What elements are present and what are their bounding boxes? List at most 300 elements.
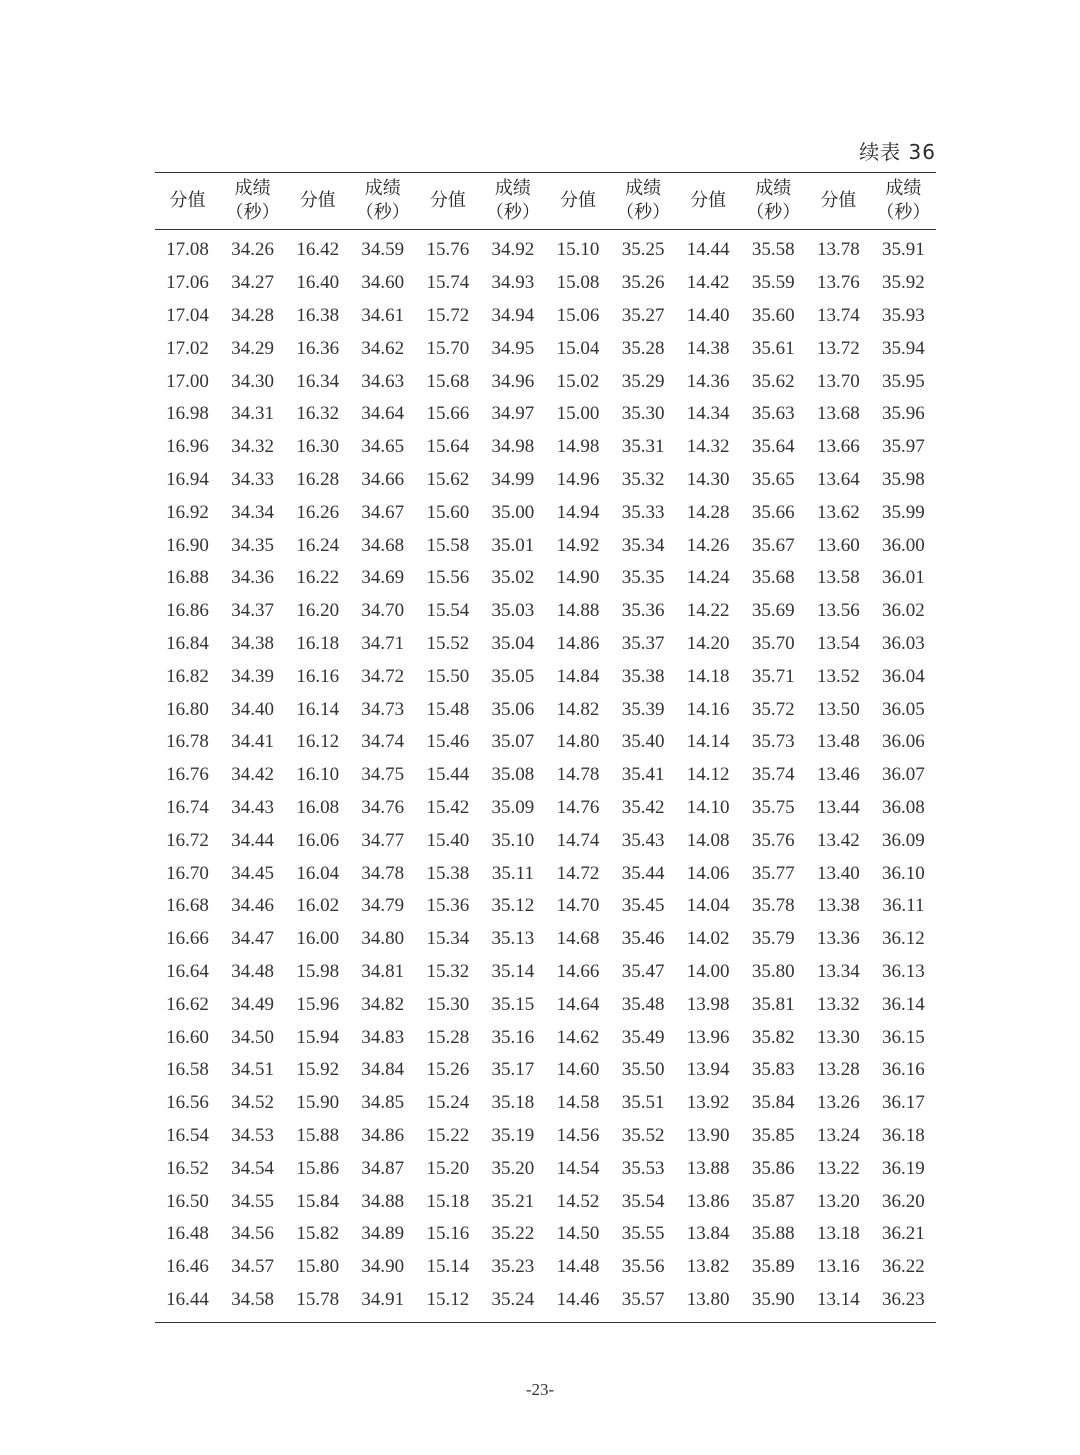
score-cell: 14.10 <box>686 796 730 818</box>
score-cell: 16.24 <box>296 534 340 556</box>
score-cell: 14.58 <box>556 1092 600 1114</box>
table-row <box>155 988 936 1021</box>
header-result <box>741 173 806 230</box>
header-result-label: 成绩 <box>755 178 792 199</box>
score-cell: 16.76 <box>166 764 209 786</box>
score-cell: 17.08 <box>166 239 209 261</box>
result-cell: 34.26 <box>231 239 274 261</box>
score-cell: 15.40 <box>426 829 470 851</box>
score-cell: 13.78 <box>816 239 860 261</box>
table-row <box>155 230 936 267</box>
score-cell: 13.76 <box>816 272 860 294</box>
header-result-label: 成绩 <box>625 178 662 199</box>
score-cell: 16.82 <box>166 665 209 687</box>
score-cell: 16.56 <box>166 1092 209 1114</box>
result-cell: 36.19 <box>882 1157 925 1179</box>
table-row <box>155 1087 936 1120</box>
result-cell: 34.94 <box>491 304 535 326</box>
result-cell: 34.37 <box>231 600 274 622</box>
score-cell: 16.88 <box>166 567 209 589</box>
score-cell: 16.34 <box>296 370 340 392</box>
header-result <box>480 173 545 230</box>
table-row <box>155 300 936 333</box>
score-cell: 16.44 <box>166 1288 209 1310</box>
result-cell: 34.76 <box>361 796 405 818</box>
result-cell: 35.03 <box>491 600 535 622</box>
result-cell: 34.73 <box>361 698 405 720</box>
result-cell: 35.64 <box>751 436 795 458</box>
score-cell: 14.02 <box>686 928 730 950</box>
score-cell: 15.10 <box>556 239 600 261</box>
score-cell: 13.26 <box>816 1092 860 1114</box>
score-cell: 14.74 <box>556 829 600 851</box>
score-cell: 13.96 <box>686 1026 730 1048</box>
table-row <box>155 529 936 562</box>
score-cell: 14.48 <box>556 1256 600 1278</box>
result-cell: 35.00 <box>491 501 535 523</box>
score-cell: 15.52 <box>426 632 470 654</box>
score-cell: 13.52 <box>816 665 860 687</box>
score-cell: 15.16 <box>426 1223 470 1245</box>
score-cell: 15.74 <box>426 272 470 294</box>
table-row <box>155 562 936 595</box>
score-cell: 16.14 <box>296 698 340 720</box>
result-cell: 34.66 <box>361 468 405 490</box>
score-cell: 15.22 <box>426 1124 470 1146</box>
result-cell: 35.35 <box>621 567 665 589</box>
score-cell: 17.06 <box>166 272 209 294</box>
result-cell: 35.39 <box>621 698 665 720</box>
score-cell: 16.48 <box>166 1223 209 1245</box>
result-cell: 34.55 <box>231 1190 274 1212</box>
result-cell: 36.11 <box>882 895 925 917</box>
header-result-unit: （秒） <box>616 202 671 223</box>
score-cell: 15.98 <box>296 960 340 982</box>
table-row <box>155 496 936 529</box>
result-cell: 34.56 <box>231 1223 274 1245</box>
result-cell: 35.81 <box>751 993 795 1015</box>
score-cell: 13.20 <box>816 1190 860 1212</box>
result-cell: 34.35 <box>231 534 274 556</box>
result-cell: 35.92 <box>882 272 925 294</box>
result-cell: 36.06 <box>882 731 925 753</box>
table-row <box>155 1284 936 1323</box>
table-row <box>155 824 936 857</box>
result-cell: 34.96 <box>491 370 535 392</box>
score-cell: 15.60 <box>426 501 470 523</box>
result-cell: 35.96 <box>882 403 925 425</box>
score-cell: 15.20 <box>426 1157 470 1179</box>
result-cell: 35.67 <box>751 534 795 556</box>
score-cell: 16.86 <box>166 600 209 622</box>
score-cell: 15.48 <box>426 698 470 720</box>
header-result <box>350 173 415 230</box>
header-result <box>611 173 676 230</box>
score-cell: 16.90 <box>166 534 209 556</box>
result-cell: 35.82 <box>751 1026 795 1048</box>
score-cell: 15.06 <box>556 304 600 326</box>
result-cell: 35.15 <box>491 993 535 1015</box>
result-cell: 34.68 <box>361 534 405 556</box>
result-cell: 36.10 <box>882 862 925 884</box>
score-cell: 14.36 <box>686 370 730 392</box>
table-row <box>155 1218 936 1251</box>
score-cell: 15.50 <box>426 665 470 687</box>
score-cell: 13.34 <box>816 960 860 982</box>
score-cell: 15.34 <box>426 928 470 950</box>
score-cell: 13.28 <box>816 1059 860 1081</box>
score-cell: 14.84 <box>556 665 600 687</box>
result-cell: 34.29 <box>231 337 274 359</box>
table-row <box>155 332 936 365</box>
score-cell: 15.94 <box>296 1026 340 1048</box>
header-result-label: 成绩 <box>364 178 401 199</box>
result-cell: 34.81 <box>361 960 405 982</box>
header-result-label: 成绩 <box>885 178 922 199</box>
result-cell: 35.77 <box>751 862 795 884</box>
result-cell: 35.10 <box>491 829 535 851</box>
result-cell: 35.69 <box>751 600 795 622</box>
score-cell: 16.40 <box>296 272 340 294</box>
result-cell: 36.12 <box>882 928 925 950</box>
score-cell: 16.28 <box>296 468 340 490</box>
score-cell: 13.22 <box>816 1157 860 1179</box>
score-cell: 15.56 <box>426 567 470 589</box>
result-cell: 35.79 <box>751 928 795 950</box>
table-row <box>155 693 936 726</box>
score-cell: 14.86 <box>556 632 600 654</box>
score-cell: 16.96 <box>166 436 209 458</box>
score-cell: 13.90 <box>686 1124 730 1146</box>
result-cell: 35.25 <box>621 239 665 261</box>
result-cell: 34.31 <box>231 403 274 425</box>
result-cell: 35.28 <box>621 337 665 359</box>
result-cell: 35.21 <box>491 1190 535 1212</box>
header-score: 分值 <box>560 190 596 211</box>
result-cell: 35.66 <box>751 501 795 523</box>
result-cell: 35.62 <box>751 370 795 392</box>
score-cell: 14.38 <box>686 337 730 359</box>
result-cell: 34.40 <box>231 698 274 720</box>
result-cell: 34.91 <box>361 1288 405 1310</box>
table-row <box>155 595 936 628</box>
result-cell: 35.98 <box>882 468 925 490</box>
result-cell: 34.60 <box>361 272 405 294</box>
result-cell: 34.54 <box>231 1157 274 1179</box>
result-cell: 35.53 <box>621 1157 665 1179</box>
score-cell: 14.22 <box>686 600 730 622</box>
result-cell: 36.18 <box>882 1124 925 1146</box>
score-cell: 13.58 <box>816 567 860 589</box>
result-cell: 36.20 <box>882 1190 925 1212</box>
result-cell: 35.12 <box>491 895 535 917</box>
result-cell: 35.01 <box>491 534 535 556</box>
header-result-unit: （秒） <box>485 202 540 223</box>
result-cell: 34.78 <box>361 862 405 884</box>
score-cell: 14.94 <box>556 501 600 523</box>
result-cell: 35.65 <box>751 468 795 490</box>
score-cell: 16.30 <box>296 436 340 458</box>
table-row <box>155 365 936 398</box>
table-row <box>155 431 936 464</box>
result-cell: 35.63 <box>751 403 795 425</box>
score-cell: 16.94 <box>166 468 209 490</box>
result-cell: 35.71 <box>751 665 795 687</box>
table-row <box>155 1054 936 1087</box>
result-cell: 34.30 <box>231 370 274 392</box>
score-cell: 15.28 <box>426 1026 470 1048</box>
result-cell: 34.71 <box>361 632 405 654</box>
score-cell: 16.32 <box>296 403 340 425</box>
score-cell: 16.78 <box>166 731 209 753</box>
score-cell: 16.54 <box>166 1124 209 1146</box>
result-cell: 35.07 <box>491 731 535 753</box>
score-cell: 15.96 <box>296 993 340 1015</box>
score-cell: 14.52 <box>556 1190 600 1212</box>
result-cell: 36.01 <box>882 567 925 589</box>
score-cell: 16.20 <box>296 600 340 622</box>
result-cell: 34.50 <box>231 1026 274 1048</box>
result-cell: 35.78 <box>751 895 795 917</box>
result-cell: 35.76 <box>751 829 795 851</box>
result-cell: 35.40 <box>621 731 665 753</box>
table-row <box>155 1152 936 1185</box>
score-cell: 15.38 <box>426 862 470 884</box>
score-cell: 16.80 <box>166 698 209 720</box>
result-cell: 34.46 <box>231 895 274 917</box>
result-cell: 34.72 <box>361 665 405 687</box>
result-cell: 35.99 <box>882 501 925 523</box>
score-cell: 15.36 <box>426 895 470 917</box>
header-result <box>871 173 936 230</box>
score-cell: 14.96 <box>556 468 600 490</box>
score-cell: 14.40 <box>686 304 730 326</box>
score-cell: 15.26 <box>426 1059 470 1081</box>
score-cell: 14.26 <box>686 534 730 556</box>
result-cell: 34.86 <box>361 1124 405 1146</box>
score-cell: 13.18 <box>816 1223 860 1245</box>
score-cell: 16.52 <box>166 1157 209 1179</box>
result-cell: 35.36 <box>621 600 665 622</box>
header-result <box>220 173 285 230</box>
result-cell: 35.58 <box>751 239 795 261</box>
table-row <box>155 1120 936 1153</box>
header-result-unit: （秒） <box>355 202 410 223</box>
result-cell: 35.84 <box>751 1092 795 1114</box>
score-cell: 14.62 <box>556 1026 600 1048</box>
score-cell: 14.16 <box>686 698 730 720</box>
score-cell: 16.64 <box>166 960 209 982</box>
result-cell: 36.17 <box>882 1092 925 1114</box>
score-cell: 14.56 <box>556 1124 600 1146</box>
result-cell: 34.87 <box>361 1157 405 1179</box>
score-cell: 15.54 <box>426 600 470 622</box>
score-cell: 16.70 <box>166 862 209 884</box>
result-cell: 35.37 <box>621 632 665 654</box>
score-cell: 15.72 <box>426 304 470 326</box>
result-cell: 34.70 <box>361 600 405 622</box>
score-cell: 13.70 <box>816 370 860 392</box>
result-cell: 34.36 <box>231 567 274 589</box>
result-cell: 34.95 <box>491 337 535 359</box>
result-cell: 34.64 <box>361 403 405 425</box>
score-cell: 13.88 <box>686 1157 730 1179</box>
score-cell: 15.68 <box>426 370 470 392</box>
score-cell: 14.18 <box>686 665 730 687</box>
result-cell: 34.80 <box>361 928 405 950</box>
score-cell: 13.92 <box>686 1092 730 1114</box>
table-body <box>155 230 936 1323</box>
score-cell: 16.42 <box>296 239 340 261</box>
score-cell: 15.08 <box>556 272 600 294</box>
score-cell: 14.88 <box>556 600 600 622</box>
result-cell: 34.82 <box>361 993 405 1015</box>
score-cell: 15.44 <box>426 764 470 786</box>
score-cell: 14.76 <box>556 796 600 818</box>
table-row <box>155 628 936 661</box>
result-cell: 34.92 <box>491 239 535 261</box>
result-cell: 35.23 <box>491 1256 535 1278</box>
score-cell: 15.30 <box>426 993 470 1015</box>
score-cell: 17.04 <box>166 304 209 326</box>
score-cell: 13.16 <box>816 1256 860 1278</box>
table-row <box>155 956 936 989</box>
result-cell: 35.26 <box>621 272 665 294</box>
result-cell: 35.22 <box>491 1223 535 1245</box>
header-result-unit: （秒） <box>876 202 931 223</box>
score-cell: 15.88 <box>296 1124 340 1146</box>
result-cell: 34.69 <box>361 567 405 589</box>
result-cell: 35.83 <box>751 1059 795 1081</box>
result-cell: 36.00 <box>882 534 925 556</box>
score-cell: 15.32 <box>426 960 470 982</box>
score-cell: 14.24 <box>686 567 730 589</box>
result-cell: 35.80 <box>751 960 795 982</box>
score-cell: 16.04 <box>296 862 340 884</box>
score-cell: 14.32 <box>686 436 730 458</box>
result-cell: 35.02 <box>491 567 535 589</box>
result-cell: 35.04 <box>491 632 535 654</box>
score-cell: 15.76 <box>426 239 470 261</box>
result-cell: 34.93 <box>491 272 535 294</box>
result-cell: 36.22 <box>882 1256 925 1278</box>
score-cell: 16.08 <box>296 796 340 818</box>
score-cell: 13.80 <box>686 1288 730 1310</box>
score-cell: 16.18 <box>296 632 340 654</box>
score-cell: 13.54 <box>816 632 860 654</box>
score-cell: 14.98 <box>556 436 600 458</box>
score-cell: 15.86 <box>296 1157 340 1179</box>
result-cell: 36.05 <box>882 698 925 720</box>
score-cell: 13.30 <box>816 1026 860 1048</box>
score-cell: 13.72 <box>816 337 860 359</box>
result-cell: 34.28 <box>231 304 274 326</box>
result-cell: 35.06 <box>491 698 535 720</box>
score-cell: 16.06 <box>296 829 340 851</box>
result-cell: 35.41 <box>621 764 665 786</box>
result-cell: 35.85 <box>751 1124 795 1146</box>
result-cell: 35.95 <box>882 370 925 392</box>
table-caption: 续表 36 <box>859 140 936 164</box>
result-cell: 35.16 <box>491 1026 535 1048</box>
score-cell: 13.14 <box>816 1288 860 1310</box>
score-cell: 16.46 <box>166 1256 209 1278</box>
score-cell: 15.00 <box>556 403 600 425</box>
score-cell: 16.10 <box>296 764 340 786</box>
score-cell: 13.50 <box>816 698 860 720</box>
score-cell: 14.78 <box>556 764 600 786</box>
score-cell: 13.98 <box>686 993 730 1015</box>
score-cell: 13.42 <box>816 829 860 851</box>
result-cell: 35.29 <box>621 370 665 392</box>
score-cell: 14.64 <box>556 993 600 1015</box>
result-cell: 35.94 <box>882 337 925 359</box>
score-cell: 17.00 <box>166 370 209 392</box>
result-cell: 35.72 <box>751 698 795 720</box>
result-cell: 35.91 <box>882 239 925 261</box>
result-cell: 35.54 <box>621 1190 665 1212</box>
result-cell: 34.53 <box>231 1124 274 1146</box>
result-cell: 35.47 <box>621 960 665 982</box>
result-cell: 34.85 <box>361 1092 405 1114</box>
result-cell: 35.33 <box>621 501 665 523</box>
score-cell: 15.84 <box>296 1190 340 1212</box>
result-cell: 35.13 <box>491 928 535 950</box>
result-cell: 34.27 <box>231 272 274 294</box>
score-cell: 13.74 <box>816 304 860 326</box>
result-cell: 35.56 <box>621 1256 665 1278</box>
score-cell: 15.82 <box>296 1223 340 1245</box>
result-cell: 34.48 <box>231 960 274 982</box>
result-cell: 34.51 <box>231 1059 274 1081</box>
score-cell: 13.48 <box>816 731 860 753</box>
result-cell: 35.17 <box>491 1059 535 1081</box>
result-cell: 35.46 <box>621 928 665 950</box>
score-cell: 14.28 <box>686 501 730 523</box>
header-score: 分值 <box>690 190 727 211</box>
result-cell: 35.89 <box>751 1256 795 1278</box>
result-cell: 34.77 <box>361 829 405 851</box>
header-score: 分值 <box>820 190 857 211</box>
score-cell: 14.12 <box>686 764 730 786</box>
table-row <box>155 1251 936 1284</box>
score-cell: 15.78 <box>296 1288 340 1310</box>
result-cell: 36.23 <box>882 1288 925 1310</box>
score-cell: 16.02 <box>296 895 340 917</box>
score-table <box>155 172 936 1323</box>
score-cell: 13.44 <box>816 796 860 818</box>
result-cell: 35.57 <box>621 1288 665 1310</box>
score-cell: 13.32 <box>816 993 860 1015</box>
header-score: 分值 <box>299 190 336 211</box>
score-cell: 14.04 <box>686 895 730 917</box>
result-cell: 34.57 <box>231 1256 274 1278</box>
score-cell: 15.66 <box>426 403 470 425</box>
score-cell: 16.50 <box>166 1190 209 1212</box>
result-cell: 34.84 <box>361 1059 405 1081</box>
result-cell: 34.97 <box>491 403 535 425</box>
result-cell: 35.27 <box>621 304 665 326</box>
score-cell: 13.36 <box>816 928 860 950</box>
score-cell: 16.22 <box>296 567 340 589</box>
result-cell: 35.87 <box>751 1190 795 1212</box>
result-cell: 36.08 <box>882 796 925 818</box>
result-cell: 34.98 <box>491 436 535 458</box>
result-cell: 34.62 <box>361 337 405 359</box>
result-cell: 34.90 <box>361 1256 405 1278</box>
result-cell: 34.34 <box>231 501 274 523</box>
score-cell: 14.82 <box>556 698 600 720</box>
